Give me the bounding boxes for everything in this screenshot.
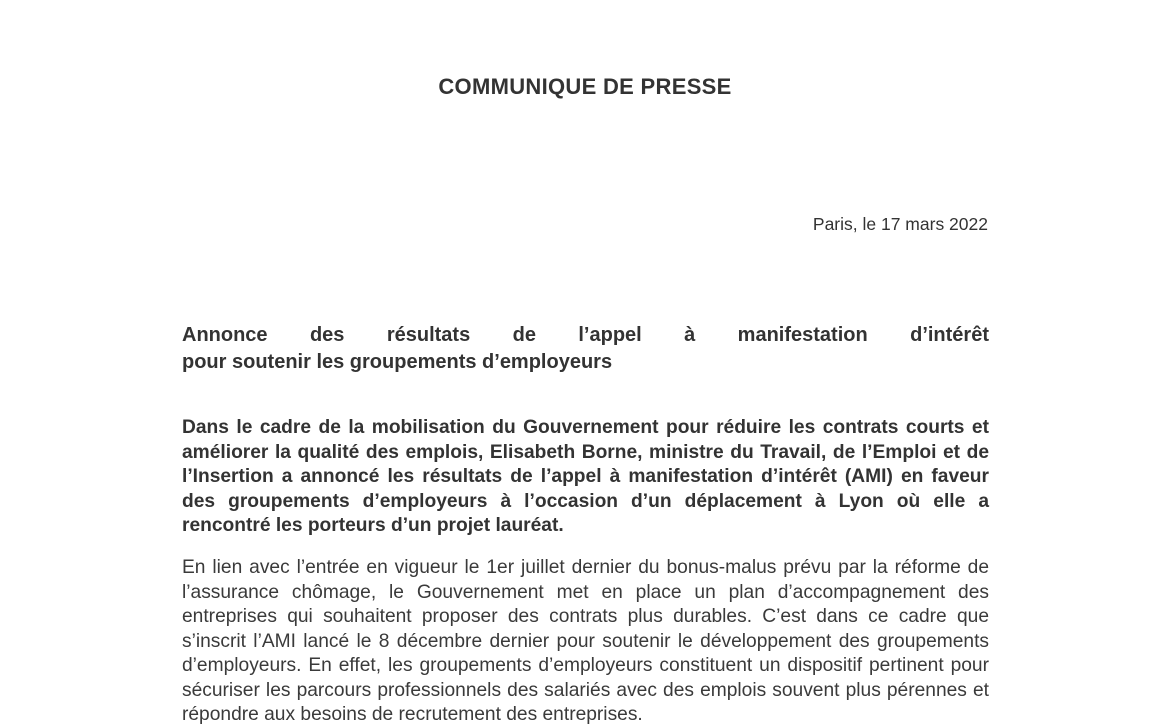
date-line: Paris, le 17 mars 2022 (812, 214, 988, 234)
press-release-title: COMMUNIQUE DE PRESSE (438, 74, 732, 99)
subject-line-1: Annonce des résultats de l’appel à manifestation d’intérêt (182, 324, 989, 346)
body-paragraph: En lien avec l’entrée en vigueur le 1er juillet dernier du bonus-malus prévu par la réforme de l’assurance chômage, le Gouvernement met en place un plan d’accompagnement des entreprises qui souhaitent proposer des contrats plus durables. C’est dans ce cadre que s’inscrit l’AMI lancé le 8 décembre dernier pour soutenir le développement des groupements d’employeurs. En effet, les groupements d’employeurs constituent un dispositif pertinent pour sécuriser les parcours professionnels des salariés avec des emplois souvent plus pérennes et répondre aux besoins de recrutement des entreprises. (182, 557, 989, 725)
lead-paragraph: Dans le cadre de la mobilisation du Gouvernement pour réduire les contrats courts et améliorer la qualité des emplois, Elisabeth Borne, ministre du Travail, de l’Emploi et de l’Insertion a annoncé les résultats de l’appel à manifestation d’intérêt (AMI) en faveur des groupements d’employeurs à l’occasion d’un déplacement à Lyon où elle a rencontré les porteurs d’un projet lauréat. (182, 417, 989, 536)
subject-line-2: pour soutenir les groupements d’employeurs (182, 351, 613, 373)
subject-heading (182, 322, 989, 376)
